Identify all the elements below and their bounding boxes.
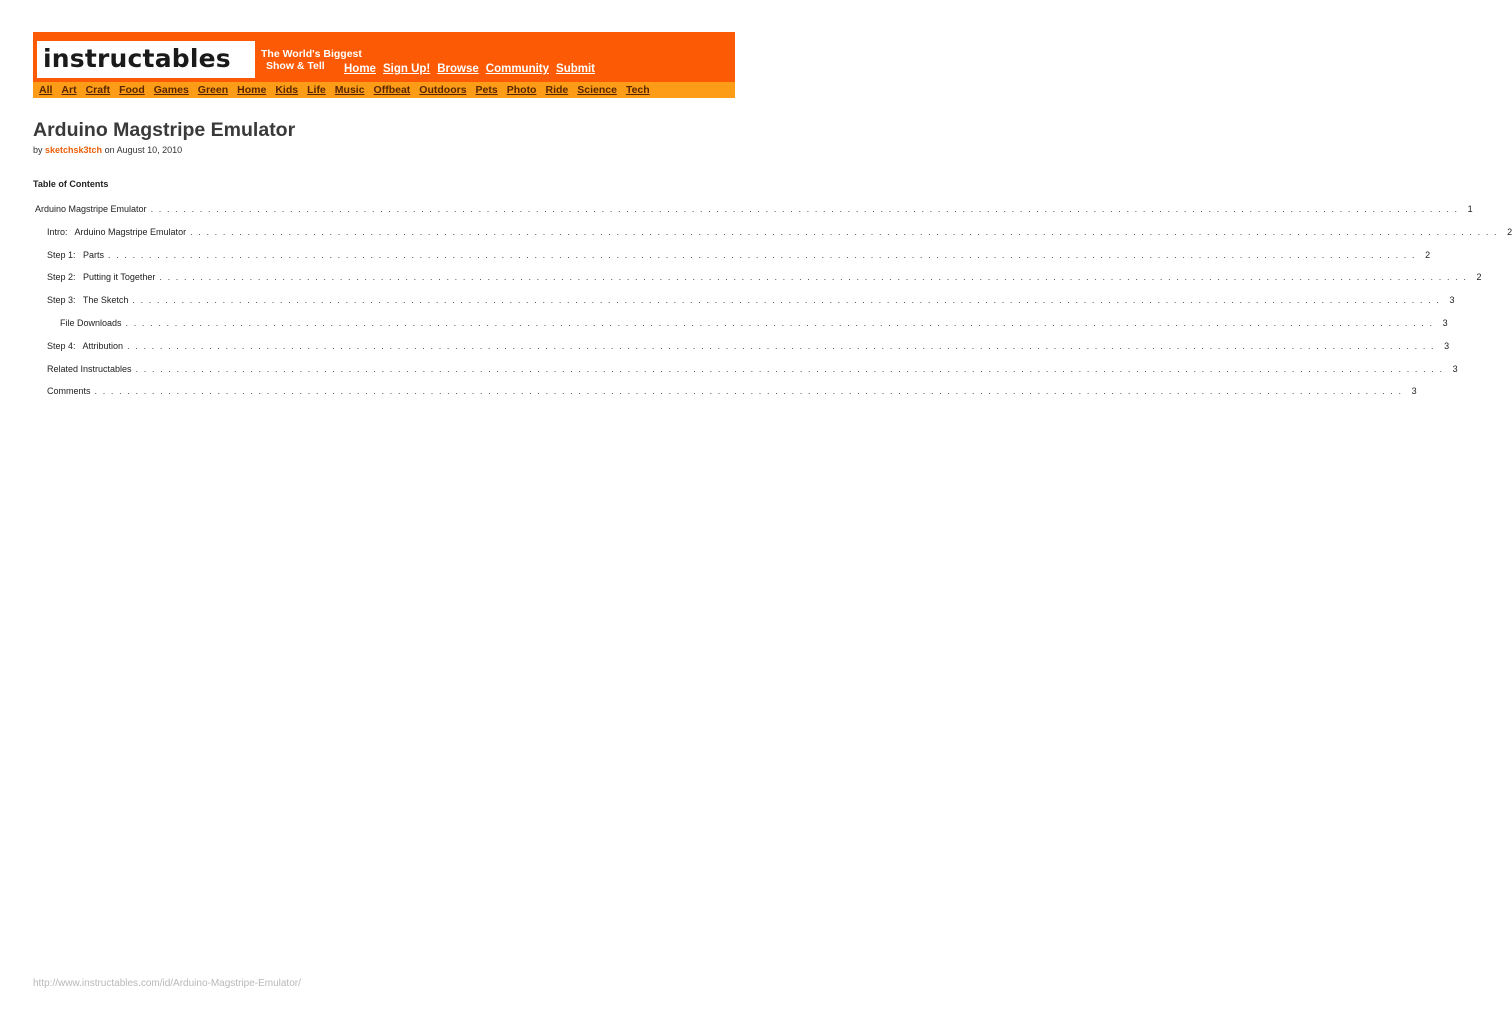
toc-entry-page: 3	[1444, 340, 1450, 351]
category-link-pets[interactable]: Pets	[475, 84, 498, 96]
toc-entry[interactable]	[60, 318, 1448, 330]
toc-entry[interactable]	[47, 363, 1458, 376]
category-link-all[interactable]: All	[39, 84, 53, 96]
category-link-craft[interactable]: Craft	[85, 84, 111, 96]
toc-entry[interactable]	[47, 295, 1455, 307]
toc-entry-label: Intro: Arduino Magstripe Emulator	[47, 226, 187, 237]
header-top-band	[33, 32, 735, 82]
toc-entry-label: Step 3: The Sketch	[47, 295, 129, 306]
byline	[33, 145, 182, 155]
top-nav	[344, 63, 595, 75]
category-link-games[interactable]: Games	[153, 84, 189, 96]
toc-dot-leader: . . . . . . . . . . . . . . . . . . . . . . . . . . . . . . . . . . . . . . . . . . . . . . . . . . . . . . . . . . . . . . . . . . . . . . . . . . . . . . . . . . . . . . . . . . . . . . . . . . . . . . . . . . . . . . . . . . . . . . . . . . . . . . . . . . . . . . . . . . . . . . . . . . . . . . . . . . . . . . . .	[108, 249, 1417, 260]
category-link-outdoors[interactable]: Outdoors	[419, 84, 467, 96]
toc-entry-page: 3	[1442, 318, 1448, 328]
footer-url[interactable]: http://www.instructables.com/id/Arduino-Magstripe-Emulator/	[33, 978, 301, 989]
category-link-home[interactable]: Home	[237, 84, 267, 96]
toc-entry-label: Step 2: Putting it Together	[47, 272, 156, 283]
category-link-kids[interactable]: Kids	[275, 84, 299, 96]
toc-dot-leader: . . . . . . . . . . . . . . . . . . . . . . . . . . . . . . . . . . . . . . . . . . . . . . . . . . . . . . . . . . . . . . . . . . . . . . . . . . . . . . . . . . . . . . . . . . . . . . . . . . . . . . . . . . . . . . . . . . . . . . . . . . . . . . . . . . . . . . . . . . . . . . . . . . . . . . . . . . . . . . . .	[159, 272, 1468, 283]
category-link-food[interactable]: Food	[119, 84, 145, 96]
category-link-green[interactable]: Green	[197, 84, 229, 96]
byline-prefix: by	[33, 145, 46, 155]
toc-entry-label: Comments	[47, 386, 91, 397]
toc-entry-label: Step 4: Attribution	[47, 340, 124, 351]
toc-dot-leader: . . . . . . . . . . . . . . . . . . . . . . . . . . . . . . . . . . . . . . . . . . . . . . . . . . . . . . . . . . . . . . . . . . . . . . . . . . . . . . . . . . . . . . . . . . . . . . . . . . . . . . . . . . . . . . . . . . . . . . . . . . . . . . . . . . . . . . . . . . . . . . . . . . . . . . . . . . . . . . . .	[132, 295, 1441, 306]
logo[interactable]	[37, 41, 255, 78]
category-link-science[interactable]: Science	[577, 84, 617, 96]
nav-community-link[interactable]: Community	[485, 63, 550, 75]
toc-entry-page: 2	[1425, 249, 1431, 260]
toc-entry-label: Step 1: Parts	[47, 249, 105, 260]
page-title: Arduino Magstripe Emulator	[33, 119, 296, 141]
category-link-photo[interactable]: Photo	[506, 84, 537, 96]
toc-dot-leader: . . . . . . . . . . . . . . . . . . . . . . . . . . . . . . . . . . . . . . . . . . . . . . . . . . . . . . . . . . . . . . . . . . . . . . . . . . . . . . . . . . . . . . . . . . . . . . . . . . . . . . . . . . . . . . . . . . . . . . . . . . . . . . . . . . . . . . . . . . . . . . . . . . . . . . . . . . . . . . . .	[150, 204, 1459, 214]
nav-submit-link[interactable]: Submit	[556, 63, 596, 75]
nav-signup-link[interactable]: Sign Up!	[382, 63, 431, 75]
author-link[interactable]: sketchsk3tch	[45, 145, 103, 155]
toc-dot-leader: . . . . . . . . . . . . . . . . . . . . . . . . . . . . . . . . . . . . . . . . . . . . . . . . . . . . . . . . . . . . . . . . . . . . . . . . . . . . . . . . . . . . . . . . . . . . . . . . . . . . . . . . . . . . . . . . . . . . . . . . . . . . . . . . . . . . . . . . . . . . . . . . . . . . . . . . . . . . . . . .	[127, 340, 1436, 351]
toc-entry[interactable]	[35, 204, 1473, 216]
tagline-line-2: Show & Tell	[266, 60, 325, 72]
toc-entry-label: File Downloads	[60, 318, 122, 328]
toc-entry-page: 3	[1452, 363, 1458, 374]
toc-entry[interactable]	[47, 272, 1482, 284]
toc-entry-page: 3	[1449, 295, 1455, 306]
nav-browse-link[interactable]: Browse	[437, 63, 479, 75]
toc-entry-label: Arduino Magstripe Emulator	[35, 204, 147, 214]
toc-entry-page: 1	[1467, 204, 1473, 214]
toc-entry[interactable]	[47, 226, 1512, 239]
category-bar	[33, 82, 735, 98]
site-header	[33, 32, 735, 98]
category-link-art[interactable]: Art	[61, 84, 77, 96]
toc-entry-page: 3	[1411, 386, 1417, 397]
toc-entry-label: Related Instructables	[47, 363, 132, 374]
toc-entry[interactable]	[47, 249, 1431, 262]
category-link-life[interactable]: Life	[307, 84, 326, 96]
toc-entry[interactable]	[47, 340, 1450, 353]
toc-dot-leader: . . . . . . . . . . . . . . . . . . . . . . . . . . . . . . . . . . . . . . . . . . . . . . . . . . . . . . . . . . . . . . . . . . . . . . . . . . . . . . . . . . . . . . . . . . . . . . . . . . . . . . . . . . . . . . . . . . . . . . . . . . . . . . . . . . . . . . . . . . . . . . . . . . . . . . . . . . . . . . . .	[94, 386, 1403, 397]
toc-entry-page: 2	[1507, 226, 1512, 237]
category-link-tech[interactable]: Tech	[625, 84, 650, 96]
category-link-offbeat[interactable]: Offbeat	[373, 84, 411, 96]
nav-home-link[interactable]: Home	[344, 63, 376, 75]
category-link-music[interactable]: Music	[334, 84, 365, 96]
toc-dot-leader: . . . . . . . . . . . . . . . . . . . . . . . . . . . . . . . . . . . . . . . . . . . . . . . . . . . . . . . . . . . . . . . . . . . . . . . . . . . . . . . . . . . . . . . . . . . . . . . . . . . . . . . . . . . . . . . . . . . . . . . . . . . . . . . . . . . . . . . . . . . . . . . . . . . . . . . . . . . . . . . .	[125, 318, 1434, 328]
toc-entry-page: 2	[1476, 272, 1482, 283]
tagline-line-1: The World's Biggest	[261, 48, 362, 60]
toc-entry[interactable]	[47, 386, 1417, 398]
logo-text: instructables	[43, 44, 231, 73]
publish-date: on August 10, 2010	[102, 145, 183, 155]
toc-dot-leader: . . . . . . . . . . . . . . . . . . . . . . . . . . . . . . . . . . . . . . . . . . . . . . . . . . . . . . . . . . . . . . . . . . . . . . . . . . . . . . . . . . . . . . . . . . . . . . . . . . . . . . . . . . . . . . . . . . . . . . . . . . . . . . . . . . . . . . . . . . . . . . . . . . . . . . . . . . . . . . . .	[135, 363, 1444, 374]
toc-dot-leader: . . . . . . . . . . . . . . . . . . . . . . . . . . . . . . . . . . . . . . . . . . . . . . . . . . . . . . . . . . . . . . . . . . . . . . . . . . . . . . . . . . . . . . . . . . . . . . . . . . . . . . . . . . . . . . . . . . . . . . . . . . . . . . . . . . . . . . . . . . . . . . . . . . . . . . . . . . . . . . . .	[190, 226, 1499, 237]
toc-heading: Table of Contents	[33, 179, 109, 189]
category-link-ride[interactable]: Ride	[545, 84, 569, 96]
